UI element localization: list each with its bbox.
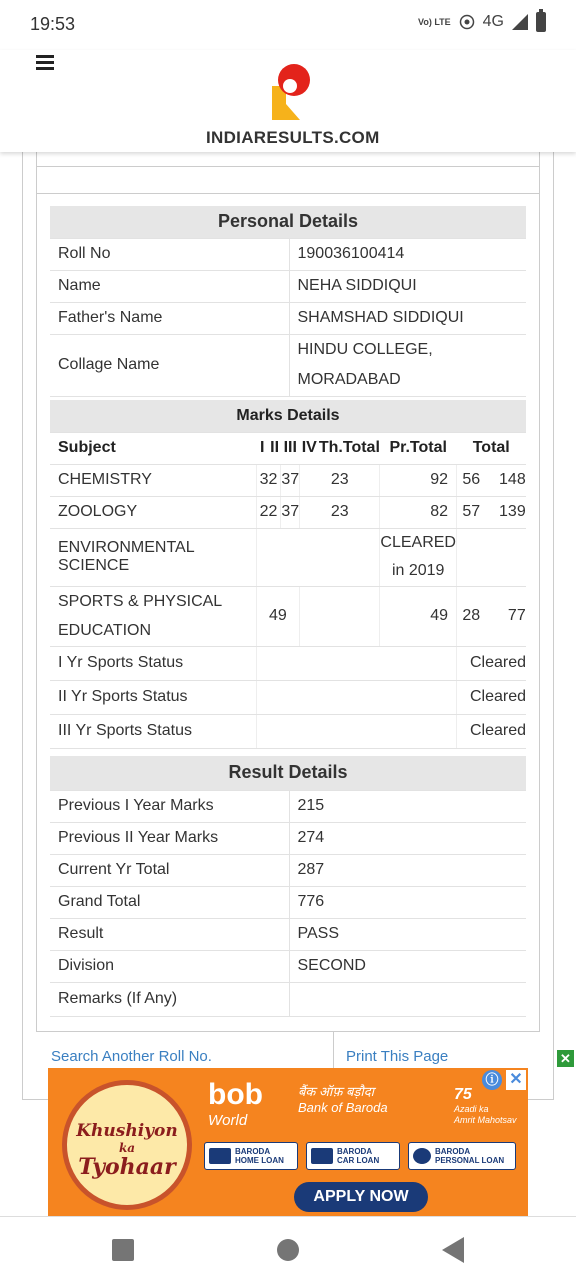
mark-cell <box>256 646 456 680</box>
network-label: 4G <box>482 13 504 30</box>
table-row <box>50 646 526 680</box>
bank-english-text: Bank of Baroda <box>298 1100 388 1115</box>
azadi-75: 75 <box>454 1086 472 1103</box>
subject-cell: III Yr Sports Status <box>50 714 256 748</box>
col-header: Total <box>456 432 526 464</box>
signal-icon <box>512 14 528 30</box>
btn-line-2: HOME LOAN <box>235 1156 284 1165</box>
rupee-icon <box>413 1148 431 1164</box>
col-header: I <box>256 432 268 464</box>
marks-details-header: Marks Details <box>50 400 526 432</box>
table-row <box>50 886 526 918</box>
mark-cell: 37 <box>281 496 300 528</box>
row-value: SECOND <box>289 950 526 982</box>
row-value: 190036100414 <box>289 238 526 270</box>
row-label: Father's Name <box>50 302 289 334</box>
table-row <box>50 714 526 748</box>
bob-world-logo <box>208 1078 263 1134</box>
mark-cell <box>456 586 526 646</box>
mark-cell: 37 <box>281 464 300 496</box>
volte-icon: Vo) LTE <box>417 16 451 27</box>
mark-cell: 82 <box>380 496 457 528</box>
bank-hindi-text: बैंक ऑफ़ बड़ौदा <box>298 1084 374 1099</box>
col-header: IV <box>300 432 319 464</box>
mark-cell <box>256 528 380 586</box>
link-right-cell <box>334 1032 448 1068</box>
loan-buttons <box>204 1142 516 1170</box>
subject-cell: II Yr Sports Status <box>50 680 256 714</box>
logo-text: INDIARESULTS.COM <box>206 128 380 147</box>
row-value: PASS <box>289 918 526 950</box>
personal-loan-button[interactable] <box>408 1142 516 1170</box>
bank-ad-banner[interactable] <box>48 1068 528 1218</box>
ad-dismiss-icon[interactable]: ✕ <box>506 1070 526 1090</box>
subject-cell <box>50 586 256 646</box>
row-label: Current Yr Total <box>50 854 289 886</box>
personal-details-header: Personal Details <box>50 206 526 238</box>
row-value: 215 <box>289 790 526 822</box>
bob-text: bob <box>208 1078 263 1111</box>
status-icons <box>418 12 546 32</box>
row-label: Division <box>50 950 289 982</box>
row-label: Roll No <box>50 238 289 270</box>
table-row <box>50 854 526 886</box>
row-label: Result <box>50 918 289 950</box>
ad-info-icon[interactable]: ⓘ <box>482 1070 502 1090</box>
row-value <box>289 982 526 1016</box>
status-cell: Cleared <box>456 714 526 748</box>
status-bar <box>0 0 576 50</box>
bob-sub-text: World <box>208 1112 248 1129</box>
mark-cell: 49 <box>380 586 457 646</box>
row-label: Previous II Year Marks <box>50 822 289 854</box>
btn-line-1: BARODA <box>337 1147 373 1156</box>
pr-total: 57 <box>462 503 481 520</box>
col-header: Th.Total <box>319 432 380 464</box>
row-value: NEHA SIDDIQUI <box>289 270 526 302</box>
mark-cell: 92 <box>380 464 457 496</box>
badge-text <box>67 1121 187 1179</box>
result-details-table <box>50 756 526 1017</box>
festival-badge <box>62 1080 192 1210</box>
table-row <box>50 528 526 586</box>
pr-total: 28 <box>462 607 481 624</box>
marks-header-row <box>50 432 526 464</box>
row-label: Remarks (If Any) <box>50 982 289 1016</box>
apply-now-button[interactable]: APPLY NOW <box>294 1182 428 1212</box>
system-nav-bar <box>0 1216 576 1280</box>
subject-cell: ENVIRONMENTAL SCIENCE <box>50 528 256 586</box>
car-icon <box>311 1148 333 1164</box>
home-icon <box>209 1148 231 1164</box>
mark-cell <box>456 528 526 586</box>
badge-line-2: ka <box>118 1141 136 1155</box>
col-header: Pr.Total <box>380 432 457 464</box>
table-row <box>50 238 526 270</box>
table-row <box>50 496 526 528</box>
print-page-link[interactable]: Print This Page <box>346 1048 449 1065</box>
row-label: Name <box>50 270 289 302</box>
marks-details-table <box>50 400 526 749</box>
mark-cell <box>256 714 456 748</box>
table-row <box>50 302 526 334</box>
site-header <box>0 50 576 152</box>
hotspot-icon <box>459 14 475 30</box>
recents-square-icon[interactable] <box>112 1239 134 1261</box>
table-row <box>50 950 526 982</box>
btn-line-1: BARODA <box>235 1147 271 1156</box>
total: 148 <box>499 471 526 488</box>
home-loan-button[interactable] <box>204 1142 298 1170</box>
mark-cell: 23 <box>300 496 380 528</box>
subject-line-1: SPORTS & PHYSICAL <box>58 593 223 610</box>
cleared-line-1: CLEARED <box>380 534 456 551</box>
table-row <box>50 982 526 1016</box>
btn-line-2: PERSONAL LOAN <box>435 1156 505 1165</box>
search-another-link[interactable]: Search Another Roll No. <box>51 1048 212 1065</box>
ad-close-icon[interactable]: ✕ <box>557 1050 574 1067</box>
personal-details-table <box>50 206 526 397</box>
home-circle-icon[interactable] <box>277 1239 299 1261</box>
cleared-line-2: in 2019 <box>391 562 445 579</box>
status-cell: Cleared <box>456 680 526 714</box>
logo-mark-icon <box>268 64 312 124</box>
bank-of-baroda-logo <box>298 1084 388 1116</box>
battery-icon <box>536 12 546 32</box>
table-row <box>50 270 526 302</box>
college-line-2: MORADABAD <box>297 371 401 388</box>
home-loan-label <box>235 1147 284 1165</box>
col-header: II <box>268 432 281 464</box>
azadi-text-1: Azadi ka <box>454 1104 489 1114</box>
pr-total: 56 <box>462 471 481 488</box>
col-header: Subject <box>50 432 256 464</box>
badge-line-1: Khushiyon <box>76 1121 178 1141</box>
mark-cell: 49 <box>256 586 300 646</box>
mark-cell <box>300 586 380 646</box>
college-line-1: HINDU COLLEGE, <box>297 341 433 358</box>
table-row <box>50 918 526 950</box>
action-links <box>36 1032 540 1068</box>
row-value <box>289 334 526 396</box>
table-row <box>50 680 526 714</box>
mark-cell <box>456 496 526 528</box>
table-row <box>50 464 526 496</box>
mark-cell: 23 <box>300 464 380 496</box>
status-cell: Cleared <box>456 646 526 680</box>
total: 77 <box>507 607 526 624</box>
mark-cell: 22 <box>256 496 281 528</box>
table-row <box>50 586 526 646</box>
total: 139 <box>499 503 526 520</box>
personal-loan-label <box>435 1147 504 1165</box>
subject-cell: ZOOLOGY <box>50 496 256 528</box>
azadi-text-2: Amrit Mahotsav <box>454 1115 517 1125</box>
col-header: III <box>281 432 300 464</box>
row-label: Previous I Year Marks <box>50 790 289 822</box>
row-value: 287 <box>289 854 526 886</box>
subject-cell: CHEMISTRY <box>50 464 256 496</box>
hamburger-menu-icon[interactable] <box>36 55 54 70</box>
result-details-header: Result Details <box>50 756 526 790</box>
badge-line-3: Tyohaar <box>78 1154 176 1180</box>
row-value: 274 <box>289 822 526 854</box>
mark-cell <box>456 464 526 496</box>
back-triangle-icon[interactable] <box>442 1237 464 1263</box>
table-row <box>50 790 526 822</box>
top-box <box>36 166 540 194</box>
subject-cell: I Yr Sports Status <box>50 646 256 680</box>
cleared-cell <box>380 528 457 586</box>
table-row <box>50 334 526 396</box>
row-label: Grand Total <box>50 886 289 918</box>
result-content <box>0 152 576 1216</box>
status-time: 19:53 <box>30 14 76 34</box>
subject-line-2: EDUCATION <box>58 622 152 639</box>
site-logo[interactable] <box>206 64 380 148</box>
btn-line-1: BARODA <box>435 1147 471 1156</box>
table-row <box>50 822 526 854</box>
azadi-logo <box>454 1086 517 1126</box>
row-value: SHAMSHAD SIDDIQUI <box>289 302 526 334</box>
mark-cell: 32 <box>256 464 281 496</box>
mark-cell <box>256 680 456 714</box>
row-label: Collage Name <box>50 334 289 396</box>
link-left-cell <box>36 1032 334 1068</box>
car-loan-label <box>337 1147 379 1165</box>
row-value: 776 <box>289 886 526 918</box>
car-loan-button[interactable] <box>306 1142 400 1170</box>
btn-line-2: CAR LOAN <box>337 1156 380 1165</box>
